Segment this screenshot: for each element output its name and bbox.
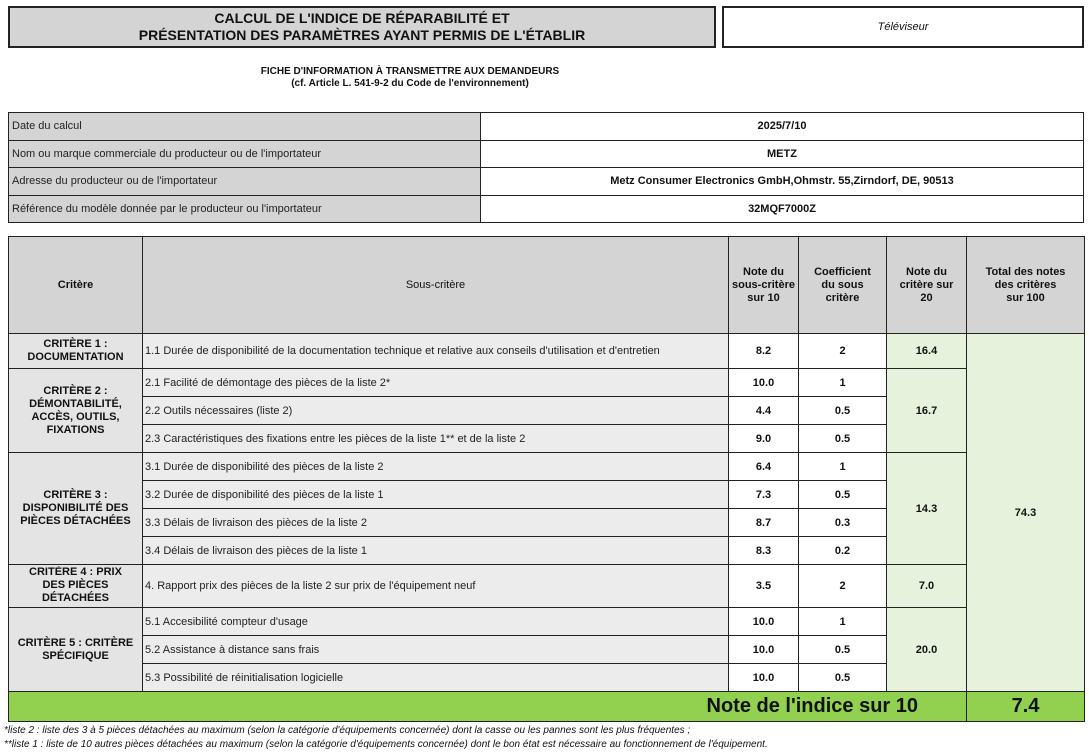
sub-criterion-label: 3.4 Délais de livraison des pièces de la liste 1 xyxy=(143,537,729,565)
total-score-100: 74.3 xyxy=(967,334,1085,692)
info-value: METZ xyxy=(481,140,1084,168)
criterion-2-score: 16.7 xyxy=(887,369,967,453)
sub-criterion-label: 3.3 Délais de livraison des pièces de la liste 2 xyxy=(143,509,729,537)
sub-criterion-label: 5.2 Assistance à distance sans frais xyxy=(143,636,729,664)
info-row-address xyxy=(9,168,1084,196)
criterion-3-name: CRITÈRE 3 : DISPONIBILITÉ DES PIÈCES DÉTACHÉES xyxy=(9,453,143,565)
criterion-5-name: CRITÈRE 5 : CRITÈRE SPÉCIFIQUE xyxy=(9,608,143,692)
info-value: Metz Consumer Electronics GmbH,Ohmstr. 55,Zirndorf, DE, 90513 xyxy=(481,168,1084,196)
criterion-2-name: CRITÈRE 2 : DÉMONTABILITÉ, ACCÈS, OUTILS, FIXATIONS xyxy=(9,369,143,453)
sub-criterion-label: 5.1 Accesibilité compteur d'usage xyxy=(143,608,729,636)
info-label: Adresse du producteur ou de l'importateur xyxy=(9,168,481,196)
sub-criterion-label: 1.1 Durée de disponibilité de la documentation technique et relative aux conseils d'utilisation et d'entretien xyxy=(143,334,729,369)
sub-criterion-note: 6.4 xyxy=(729,453,799,481)
product-category: Téléviseur xyxy=(722,6,1084,48)
document-title xyxy=(8,6,716,48)
criteria-table xyxy=(8,236,1085,722)
info-table xyxy=(8,112,1084,223)
fiche-line-2: (cf. Article L. 541-9-2 du Code de l'environnement) xyxy=(291,78,529,89)
criterion-4-name: CRITÈRE 4 : PRIX DES PIÈCES DÉTACHÉES xyxy=(9,565,143,608)
footnote-liste-1: **liste 1 : liste de 10 autres pièces détachées au maximum (selon la catégorie d'équipements concernée) dont le bon état est nécessaire au fonctionnement de l'équipement. xyxy=(4,739,768,750)
info-label: Date du calcul xyxy=(9,113,481,141)
table-row xyxy=(9,334,1085,369)
sub-criterion-coef: 2 xyxy=(799,565,887,608)
sub-criterion-coef: 0.2 xyxy=(799,537,887,565)
table-row xyxy=(9,608,1085,636)
criterion-1-score: 16.4 xyxy=(887,334,967,369)
criterion-1-name: CRITÈRE 1 : DOCUMENTATION xyxy=(9,334,143,369)
info-value: 32MQF7000Z xyxy=(481,195,1084,223)
table-row xyxy=(9,565,1085,608)
sub-criterion-note: 7.3 xyxy=(729,481,799,509)
header-sous-critere: Sous-critère xyxy=(143,237,729,334)
final-score-label: Note de l'indice sur 10 xyxy=(9,692,967,722)
sub-criterion-note: 4.4 xyxy=(729,397,799,425)
info-row-date xyxy=(9,113,1084,141)
sub-criterion-label: 2.3 Caractéristiques des fixations entre les pièces de la liste 1** et de la liste 2 xyxy=(143,425,729,453)
sub-criterion-note: 10.0 xyxy=(729,664,799,692)
header-note-critere: Note du critère sur 20 xyxy=(887,237,967,334)
sub-criterion-coef: 1 xyxy=(799,453,887,481)
criterion-3-score: 14.3 xyxy=(887,453,967,565)
info-row-model xyxy=(9,195,1084,223)
table-row xyxy=(9,453,1085,481)
sub-criterion-coef: 2 xyxy=(799,334,887,369)
sub-criterion-coef: 0.3 xyxy=(799,509,887,537)
sub-criterion-coef: 0.5 xyxy=(799,397,887,425)
sub-criterion-note: 10.0 xyxy=(729,608,799,636)
criterion-5-score: 20.0 xyxy=(887,608,967,692)
info-row-brand xyxy=(9,140,1084,168)
sub-criterion-label: 4. Rapport prix des pièces de la liste 2 sur prix de l'équipement neuf xyxy=(143,565,729,608)
sub-criterion-note: 8.7 xyxy=(729,509,799,537)
table-header-row xyxy=(9,237,1085,334)
sub-criterion-note: 3.5 xyxy=(729,565,799,608)
sub-criterion-coef: 0.5 xyxy=(799,425,887,453)
final-score-value: 7.4 xyxy=(967,692,1085,722)
footnote-liste-2: *liste 2 : liste des 3 à 5 pièces détachées au maximum (selon la catégorie d'équipements concernée) dont la casse ou les pannes sont les plus fréquentes ; xyxy=(4,725,691,736)
header-coefficient: Coefficient du sous critère xyxy=(799,237,887,334)
info-label: Nom ou marque commerciale du producteur ou de l'importateur xyxy=(9,140,481,168)
sub-criterion-label: 2.2 Outils nécessaires (liste 2) xyxy=(143,397,729,425)
fiche-heading xyxy=(0,66,820,90)
sub-criterion-label: 3.2 Durée de disponibilité des pièces de la liste 1 xyxy=(143,481,729,509)
sub-criterion-coef: 1 xyxy=(799,369,887,397)
header-critere: Critère xyxy=(9,237,143,334)
sub-criterion-label: 5.3 Possibilité de réinitialisation logicielle xyxy=(143,664,729,692)
sub-criterion-note: 9.0 xyxy=(729,425,799,453)
title-line-2: PRÉSENTATION DES PARAMÈTRES AYANT PERMIS DE L'ÉTABLIR xyxy=(138,27,586,43)
sub-criterion-coef: 0.5 xyxy=(799,481,887,509)
final-score-row xyxy=(9,692,1085,722)
sub-criterion-coef: 0.5 xyxy=(799,664,887,692)
title-line-1: CALCUL DE L'INDICE DE RÉPARABILITÉ ET xyxy=(214,10,510,26)
info-label: Référence du modèle donnée par le producteur ou l'importateur xyxy=(9,195,481,223)
sub-criterion-coef: 1 xyxy=(799,608,887,636)
criterion-4-score: 7.0 xyxy=(887,565,967,608)
sub-criterion-note: 10.0 xyxy=(729,369,799,397)
sub-criterion-note: 8.2 xyxy=(729,334,799,369)
header-total: Total des notes des critères sur 100 xyxy=(967,237,1085,334)
sub-criterion-note: 8.3 xyxy=(729,537,799,565)
fiche-line-1: FICHE D'INFORMATION À TRANSMETTRE AUX DEMANDEURS xyxy=(260,66,560,77)
header-note-sous-critere: Note du sous-critère sur 10 xyxy=(729,237,799,334)
sub-criterion-label: 3.1 Durée de disponibilité des pièces de la liste 2 xyxy=(143,453,729,481)
table-row xyxy=(9,369,1085,397)
sub-criterion-coef: 0.5 xyxy=(799,636,887,664)
info-value: 2025/7/10 xyxy=(481,113,1084,141)
sub-criterion-label: 2.1 Facilité de démontage des pièces de la liste 2* xyxy=(143,369,729,397)
sub-criterion-note: 10.0 xyxy=(729,636,799,664)
